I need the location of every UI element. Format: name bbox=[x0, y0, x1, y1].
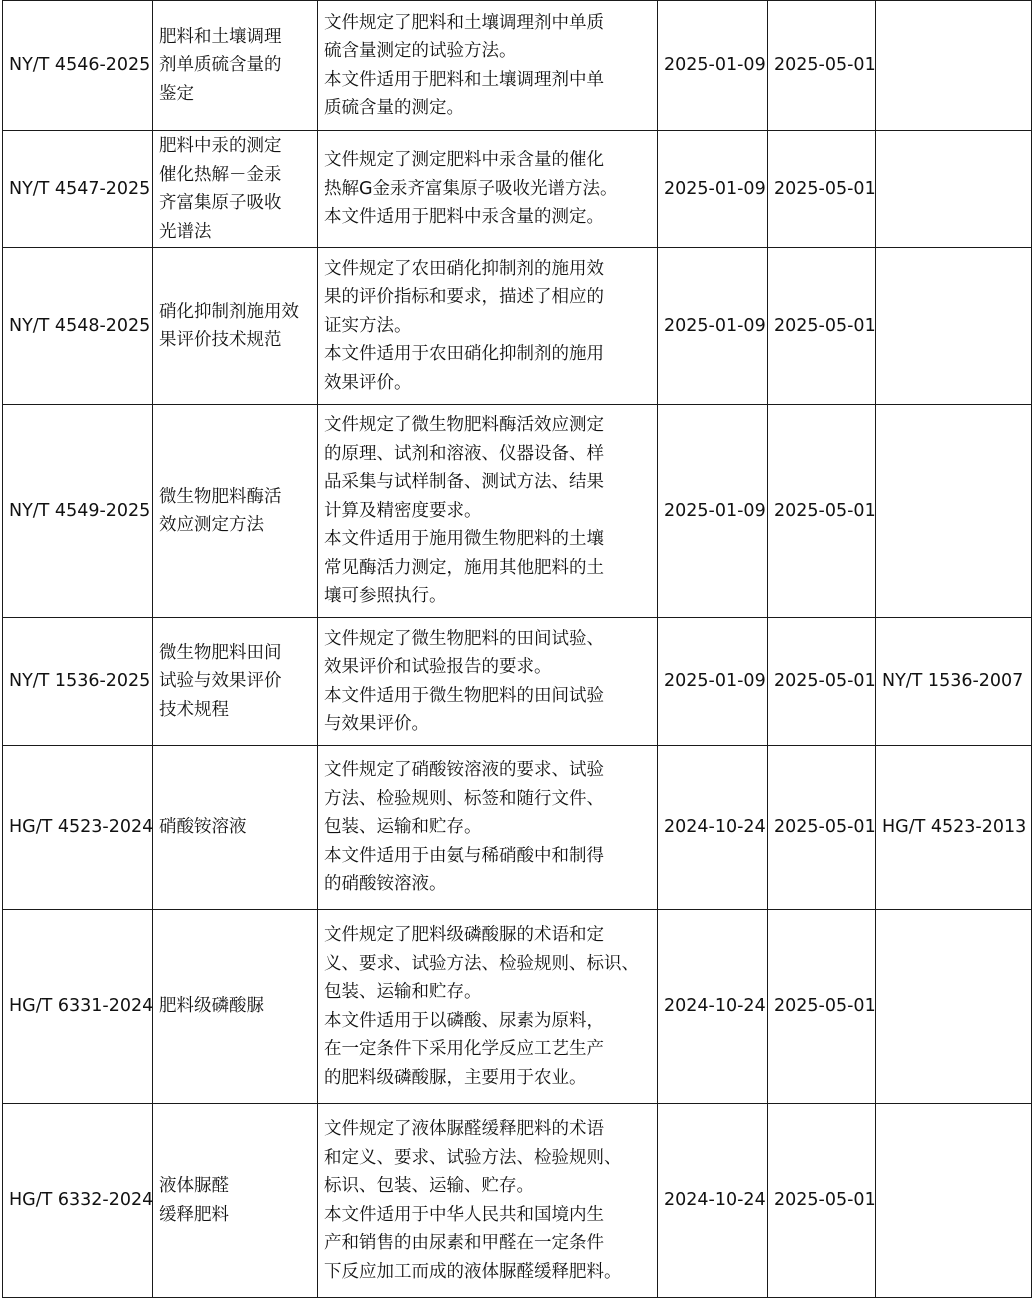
standard-name-line: 肥料中汞的测定 bbox=[159, 136, 282, 156]
standard-name-cell bbox=[153, 131, 318, 248]
standard-code: NY/T 4548-2025 bbox=[9, 315, 151, 336]
scope-line: 文件规定了肥料级磷酸脲的术语和定 bbox=[324, 925, 604, 945]
scope-line: 文件规定了硝酸铵溶液的要求、试验 bbox=[324, 760, 604, 781]
effective-date-cell bbox=[768, 1, 876, 131]
scope-line: 常见酶活力测定，施用其他肥料的土 bbox=[324, 557, 604, 578]
publish-date: 2025-01-09 bbox=[664, 55, 766, 76]
scope-line: 证实方法。 bbox=[324, 315, 412, 336]
scope-line: 与效果评价。 bbox=[324, 714, 429, 734]
standard-code-cell bbox=[3, 405, 153, 618]
publish-date: 2024-10-24 bbox=[664, 1190, 766, 1211]
effective-date: 2025-05-01 bbox=[774, 996, 876, 1017]
scope-line: 包装、运输和贮存。 bbox=[324, 817, 482, 838]
standard-name-line: 鉴定 bbox=[159, 83, 194, 104]
standard-scope-cell bbox=[318, 1104, 658, 1298]
scope-line: 下反应加工而成的液体脲醛缓释肥料。 bbox=[324, 1261, 622, 1282]
publish-date: 2025-01-09 bbox=[664, 500, 766, 521]
replaces-cell bbox=[876, 248, 1032, 405]
table-row bbox=[3, 1, 1032, 131]
standard-name-cell bbox=[153, 248, 318, 405]
table-row bbox=[3, 910, 1032, 1104]
scope-line: 和定义、要求、试验方法、检验规则、 bbox=[324, 1147, 622, 1168]
standard-name-line: 果评价技术规范 bbox=[159, 330, 282, 350]
standard-name-line: 剂单质硫含量的 bbox=[159, 55, 282, 76]
standard-name-cell bbox=[153, 1104, 318, 1298]
scope-line: 壤可参照执行。 bbox=[324, 586, 447, 607]
scope-line: 本文件适用于由氨与稀硝酸中和制得 bbox=[324, 845, 604, 866]
table-body bbox=[3, 1, 1032, 1298]
replaced-standard: HG/T 4523-2013 bbox=[882, 817, 1027, 838]
replaces-cell bbox=[876, 131, 1032, 248]
replaces-cell bbox=[876, 746, 1032, 910]
publish-date-cell bbox=[658, 618, 768, 746]
publish-date: 2024-10-24 bbox=[664, 996, 766, 1017]
standard-name-line: 肥料级磷酸脲 bbox=[159, 996, 264, 1017]
standard-code: HG/T 6331-2024 bbox=[9, 996, 154, 1017]
standard-name-line: 光谱法 bbox=[159, 221, 212, 242]
table-row bbox=[3, 618, 1032, 746]
replaces-cell bbox=[876, 405, 1032, 618]
table-row bbox=[3, 746, 1032, 910]
standards-table bbox=[2, 0, 1032, 1298]
scope-line: 文件规定了液体脲醛缓释肥料的术语 bbox=[324, 1119, 604, 1139]
effective-date: 2025-05-01 bbox=[774, 1190, 876, 1211]
scope-line: 文件规定了测定肥料中汞含量的催化 bbox=[324, 150, 604, 171]
scope-line: 效果评价和试验报告的要求。 bbox=[324, 657, 552, 677]
publish-date-cell bbox=[658, 405, 768, 618]
standard-scope-cell bbox=[318, 910, 658, 1104]
scope-line: 包装、运输和贮存。 bbox=[324, 982, 482, 1002]
scope-line: 文件规定了微生物肥料的田间试验、 bbox=[324, 628, 604, 649]
effective-date-cell bbox=[768, 131, 876, 248]
scope-line: 本文件适用于农田硝化抑制剂的施用 bbox=[324, 344, 604, 365]
scope-line: 本文件适用于以磷酸、尿素为原料， bbox=[324, 1010, 604, 1031]
scope-line: 产和销售的由尿素和甲醛在一定条件 bbox=[324, 1233, 604, 1253]
scope-line: 在一定条件下采用化学反应工艺生产 bbox=[324, 1039, 604, 1059]
standard-name-cell bbox=[153, 618, 318, 746]
scope-line: 品采集与试样制备、测试方法、结果 bbox=[324, 472, 604, 493]
replaces-cell bbox=[876, 910, 1032, 1104]
effective-date: 2025-05-01 bbox=[774, 817, 876, 838]
publish-date: 2025-01-09 bbox=[664, 178, 766, 199]
effective-date-cell bbox=[768, 405, 876, 618]
standard-name-line: 液体脲醛 bbox=[159, 1176, 229, 1196]
standard-code-cell bbox=[3, 131, 153, 248]
publish-date: 2024-10-24 bbox=[664, 817, 766, 838]
standard-name-line: 硝化抑制剂施用效 bbox=[159, 301, 299, 322]
scope-line: 的原理、试剂和溶液、仪器设备、样 bbox=[324, 443, 604, 464]
effective-date: 2025-05-01 bbox=[774, 500, 876, 521]
scope-line: 效果评价。 bbox=[324, 372, 412, 393]
standard-name-line: 肥料和土壤调理 bbox=[159, 26, 282, 47]
standard-name-line: 微生物肥料酶活 bbox=[159, 486, 282, 507]
effective-date-cell bbox=[768, 618, 876, 746]
standard-code: NY/T 4549-2025 bbox=[9, 500, 151, 521]
standard-name-line: 效应测定方法 bbox=[159, 515, 264, 535]
standard-name-line: 技术规程 bbox=[159, 699, 229, 720]
scope-line: 本文件适用于中华人民共和国境内生 bbox=[324, 1204, 604, 1225]
standard-code: NY/T 4546-2025 bbox=[9, 55, 151, 76]
publish-date-cell bbox=[658, 248, 768, 405]
effective-date-cell bbox=[768, 1104, 876, 1298]
scope-line: 方法、检验规则、标签和随行文件、 bbox=[324, 788, 604, 809]
standard-name-line: 缓释肥料 bbox=[159, 1204, 229, 1225]
publish-date-cell bbox=[658, 131, 768, 248]
standard-code: HG/T 4523-2024 bbox=[9, 817, 154, 838]
publish-date-cell bbox=[658, 1104, 768, 1298]
standard-scope-cell bbox=[318, 746, 658, 910]
standard-code: NY/T 4547-2025 bbox=[9, 178, 151, 199]
effective-date-cell bbox=[768, 910, 876, 1104]
effective-date: 2025-05-01 bbox=[774, 315, 876, 336]
standard-code-cell bbox=[3, 248, 153, 405]
standard-code-cell bbox=[3, 746, 153, 910]
effective-date: 2025-05-01 bbox=[774, 671, 876, 692]
publish-date: 2025-01-09 bbox=[664, 671, 766, 692]
standard-code-cell bbox=[3, 1104, 153, 1298]
standard-code-cell bbox=[3, 910, 153, 1104]
table-row bbox=[3, 131, 1032, 248]
standard-name-cell bbox=[153, 910, 318, 1104]
scope-line: 热解G金汞齐富集原子吸收光谱方法。 bbox=[324, 178, 618, 199]
scope-line: 果的评价指标和要求，描述了相应的 bbox=[324, 287, 604, 308]
publish-date: 2025-01-09 bbox=[664, 315, 766, 336]
standard-scope-cell bbox=[318, 618, 658, 746]
publish-date-cell bbox=[658, 1, 768, 131]
scope-line: 计算及精密度要求。 bbox=[324, 500, 482, 521]
replaced-standard: NY/T 1536-2007 bbox=[882, 671, 1024, 692]
replaces-cell bbox=[876, 1, 1032, 131]
standard-name-line: 微生物肥料田间 bbox=[159, 642, 282, 663]
effective-date: 2025-05-01 bbox=[774, 178, 876, 199]
scope-line: 文件规定了微生物肥料酶活效应测定 bbox=[324, 415, 604, 436]
scope-line: 本文件适用于肥料中汞含量的测定。 bbox=[324, 207, 604, 228]
standard-name-line: 硝酸铵溶液 bbox=[159, 817, 247, 838]
standard-name-line: 齐富集原子吸收 bbox=[159, 193, 282, 213]
scope-line: 硫含量测定的试验方法。 bbox=[324, 41, 517, 61]
standard-code: NY/T 1536-2025 bbox=[9, 671, 151, 692]
standard-name-line: 试验与效果评价 bbox=[159, 671, 282, 692]
scope-line: 质硫含量的测定。 bbox=[324, 98, 464, 118]
publish-date-cell bbox=[658, 746, 768, 910]
scope-line: 文件规定了肥料和土壤调理剂中单质 bbox=[324, 12, 604, 33]
effective-date-cell bbox=[768, 248, 876, 405]
standard-name-line: 催化热解－金汞 bbox=[159, 164, 282, 185]
publish-date-cell bbox=[658, 910, 768, 1104]
scope-line: 的硝酸铵溶液。 bbox=[324, 874, 447, 895]
scope-line: 的肥料级磷酸脲，主要用于农业。 bbox=[324, 1067, 587, 1088]
standard-name-cell bbox=[153, 746, 318, 910]
table-row bbox=[3, 1104, 1032, 1298]
replaces-cell bbox=[876, 1104, 1032, 1298]
standard-name-cell bbox=[153, 405, 318, 618]
standard-code: HG/T 6332-2024 bbox=[9, 1190, 154, 1211]
standard-scope-cell bbox=[318, 1, 658, 131]
standard-code-cell bbox=[3, 618, 153, 746]
scope-line: 本文件适用于微生物肥料的田间试验 bbox=[324, 685, 604, 706]
table-row bbox=[3, 248, 1032, 405]
scope-line: 义、要求、试验方法、检验规则、标识、 bbox=[324, 953, 639, 974]
table-row bbox=[3, 405, 1032, 618]
standard-code-cell bbox=[3, 1, 153, 131]
replaces-cell bbox=[876, 618, 1032, 746]
standard-scope-cell bbox=[318, 131, 658, 248]
scope-line: 标识、包装、运输、贮存。 bbox=[324, 1176, 534, 1196]
effective-date: 2025-05-01 bbox=[774, 55, 876, 76]
scope-line: 本文件适用于施用微生物肥料的土壤 bbox=[324, 529, 604, 550]
effective-date-cell bbox=[768, 746, 876, 910]
standard-scope-cell bbox=[318, 405, 658, 618]
scope-line: 文件规定了农田硝化抑制剂的施用效 bbox=[324, 258, 604, 279]
standard-name-cell bbox=[153, 1, 318, 131]
standard-scope-cell bbox=[318, 248, 658, 405]
scope-line: 本文件适用于肥料和土壤调理剂中单 bbox=[324, 69, 604, 90]
